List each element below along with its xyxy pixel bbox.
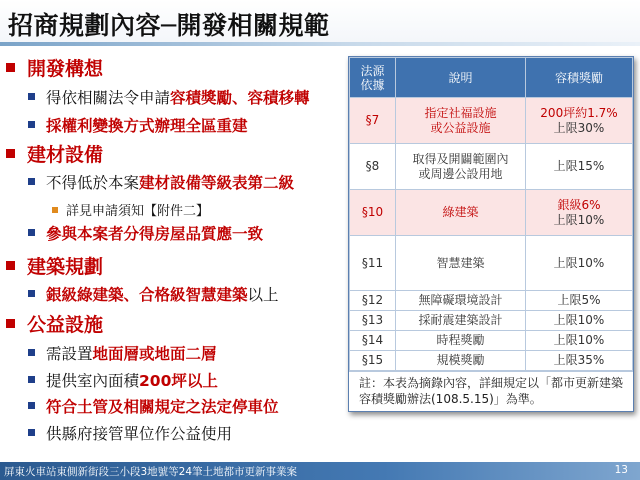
bonus-table-panel bbox=[348, 56, 634, 412]
bullet-text: 開發構想 bbox=[27, 58, 104, 80]
bonus-cell: 上限5% bbox=[526, 291, 633, 311]
bullet-text: 建築規劃 bbox=[27, 256, 104, 278]
bullet-text: 建材設備 bbox=[27, 144, 104, 166]
bonus-cell: 200坪約1.7% 上限30% bbox=[526, 98, 633, 144]
bullet-text: 符合土管及相關規定之法定停車位 bbox=[46, 398, 279, 416]
bullet-item bbox=[28, 171, 294, 193]
desc-cell: 無障礙環境設計 bbox=[396, 291, 526, 311]
law-cell: §10 bbox=[350, 190, 396, 236]
law-cell: §7 bbox=[350, 98, 396, 144]
header-bonus: 容積獎勵 bbox=[526, 58, 633, 98]
square-bullet-icon bbox=[28, 93, 35, 100]
bullet-text: 以上 bbox=[247, 286, 279, 304]
square-bullet-icon bbox=[52, 207, 58, 213]
sub-bullet-item bbox=[52, 200, 209, 219]
bullet-text: 供縣府接管單位作公益使用 bbox=[46, 425, 233, 443]
bullet-text: 建材設備等級表第二級 bbox=[139, 174, 295, 192]
bullet-text: 參與本案者分得房屋品質應一致 bbox=[46, 225, 264, 243]
bullet-text: 地面層或地面二層 bbox=[92, 345, 217, 363]
bullet-text: 銀級綠建築、合格級智慧建築 bbox=[46, 286, 248, 304]
table-row bbox=[350, 144, 633, 190]
desc-cell: 智慧建築 bbox=[396, 236, 526, 291]
bullet-text: 採權利變換方式辦理全區重建 bbox=[46, 117, 248, 135]
bullet-item bbox=[28, 422, 232, 444]
bullet-item bbox=[28, 342, 217, 364]
bullet-item bbox=[28, 86, 310, 108]
desc-cell: 規模獎勵 bbox=[396, 351, 526, 371]
table-row bbox=[350, 291, 633, 311]
bonus-cell: 銀級6% 上限10% bbox=[526, 190, 633, 236]
table-row bbox=[350, 236, 633, 291]
table-row bbox=[350, 190, 633, 236]
table-row bbox=[350, 331, 633, 351]
bullet-text: 需設置 bbox=[46, 345, 93, 363]
table-row bbox=[350, 98, 633, 144]
slide-title: 招商規劃內容─開發相關規範 bbox=[8, 11, 330, 40]
bonus-table bbox=[349, 57, 633, 371]
bullet-item bbox=[28, 283, 279, 305]
header-law: 法源 依據 bbox=[350, 58, 396, 98]
footer-bar bbox=[0, 462, 640, 480]
bullet-text: 詳見申請須知【附件二】 bbox=[66, 204, 210, 219]
square-bullet-icon bbox=[6, 149, 15, 158]
square-bullet-icon bbox=[28, 429, 35, 436]
bullet-item bbox=[28, 114, 248, 136]
section-heading bbox=[6, 140, 103, 167]
title-divider bbox=[0, 42, 640, 46]
header-desc: 說明 bbox=[396, 58, 526, 98]
law-cell: §11 bbox=[350, 236, 396, 291]
square-bullet-icon bbox=[28, 290, 35, 297]
desc-cell: 時程獎勵 bbox=[396, 331, 526, 351]
desc-cell: 綠建築 bbox=[396, 190, 526, 236]
bullet-item bbox=[28, 395, 279, 417]
bonus-cell: 上限15% bbox=[526, 144, 633, 190]
law-cell: §12 bbox=[350, 291, 396, 311]
square-bullet-icon bbox=[6, 63, 15, 72]
bonus-cell: 上限10% bbox=[526, 331, 633, 351]
square-bullet-icon bbox=[28, 229, 35, 236]
desc-cell: 採耐震建築設計 bbox=[396, 311, 526, 331]
bonus-cell: 上限10% bbox=[526, 311, 633, 331]
bullet-text: 公益設施 bbox=[27, 314, 104, 336]
bullet-item bbox=[28, 369, 218, 391]
title-bar bbox=[0, 0, 640, 44]
law-cell: §15 bbox=[350, 351, 396, 371]
law-cell: §8 bbox=[350, 144, 396, 190]
bullet-text: 200坪以上 bbox=[139, 372, 218, 390]
table-note: 註：本表為摘錄內容，詳細規定以「都市更新建築容積獎勵辦法(108.5.15)」為準。 bbox=[349, 371, 633, 411]
bullet-text: 提供室內面積 bbox=[46, 372, 140, 390]
table-header-row bbox=[350, 58, 633, 98]
table-row bbox=[350, 311, 633, 331]
square-bullet-icon bbox=[28, 121, 35, 128]
square-bullet-icon bbox=[28, 376, 35, 383]
desc-cell: 取得及開闢範圍內 或周邊公設用地 bbox=[396, 144, 526, 190]
footer-text: 屏東火車站東側新街段三小段3地號等24筆土地都市更新事業案 bbox=[4, 466, 298, 478]
bullet-text: 不得低於本案 bbox=[46, 174, 140, 192]
law-cell: §13 bbox=[350, 311, 396, 331]
bullet-text: 容積獎勵、容積移轉 bbox=[170, 89, 310, 107]
desc-cell: 指定社福設施 或公益設施 bbox=[396, 98, 526, 144]
square-bullet-icon bbox=[6, 261, 15, 270]
section-heading bbox=[6, 252, 103, 279]
bullet-item bbox=[28, 222, 263, 244]
section-heading bbox=[6, 54, 103, 81]
bonus-cell: 上限35% bbox=[526, 351, 633, 371]
square-bullet-icon bbox=[28, 349, 35, 356]
bullet-text: 得依相關法令申請 bbox=[46, 89, 171, 107]
square-bullet-icon bbox=[28, 178, 35, 185]
square-bullet-icon bbox=[6, 319, 15, 328]
section-heading bbox=[6, 310, 103, 337]
table-row bbox=[350, 351, 633, 371]
page-number: 13 bbox=[614, 464, 628, 476]
square-bullet-icon bbox=[28, 402, 35, 409]
law-cell: §14 bbox=[350, 331, 396, 351]
bonus-cell: 上限10% bbox=[526, 236, 633, 291]
